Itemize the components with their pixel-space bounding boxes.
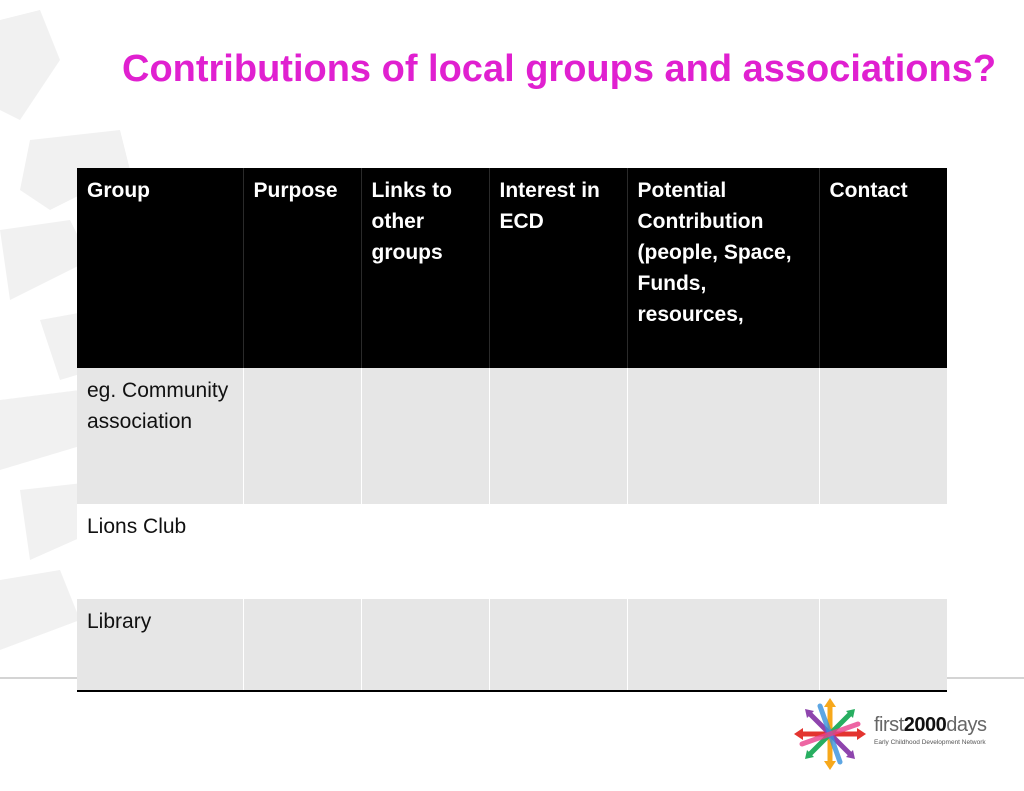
arrows-logo-icon	[794, 698, 866, 770]
table-cell	[243, 504, 361, 599]
table-cell	[627, 504, 819, 599]
column-header-purpose: Purpose	[243, 168, 361, 368]
table-cell	[361, 599, 489, 691]
table-cell	[489, 599, 627, 691]
table-cell	[627, 599, 819, 691]
logo-word-first: first	[874, 714, 904, 736]
table-row	[77, 504, 947, 599]
table-cell: Lions Club	[77, 504, 243, 599]
column-header-contribution: Potential Contribution (people, Space, Funds, resources,	[627, 168, 819, 368]
table-cell: Library	[77, 599, 243, 691]
table-cell	[819, 599, 947, 691]
table-cell	[819, 504, 947, 599]
table-cell	[361, 504, 489, 599]
column-header-interest: Interest in ECD	[489, 168, 627, 368]
table-cell	[243, 368, 361, 504]
table-cell	[819, 368, 947, 504]
page-title: Contributions of local groups and associations?	[122, 48, 997, 90]
column-header-contact: Contact	[819, 168, 947, 368]
table-row	[77, 599, 947, 691]
table-cell	[489, 368, 627, 504]
logo-wordmark	[874, 714, 986, 737]
table-cell	[627, 368, 819, 504]
table-cell	[243, 599, 361, 691]
logo-word-number: 2000	[903, 714, 947, 736]
column-header-group: Group	[77, 168, 243, 368]
logo-tagline: Early Childhood Development Network	[874, 739, 986, 746]
table-cell	[489, 504, 627, 599]
column-header-links: Links to other groups	[361, 168, 489, 368]
table-row	[77, 368, 947, 504]
contributions-table	[77, 168, 947, 692]
first-2000-days-logo	[794, 698, 987, 770]
table-header-row	[77, 168, 947, 368]
logo-word-days: days	[946, 714, 987, 736]
table-cell	[361, 368, 489, 504]
table-cell: eg. Community association	[77, 368, 243, 504]
